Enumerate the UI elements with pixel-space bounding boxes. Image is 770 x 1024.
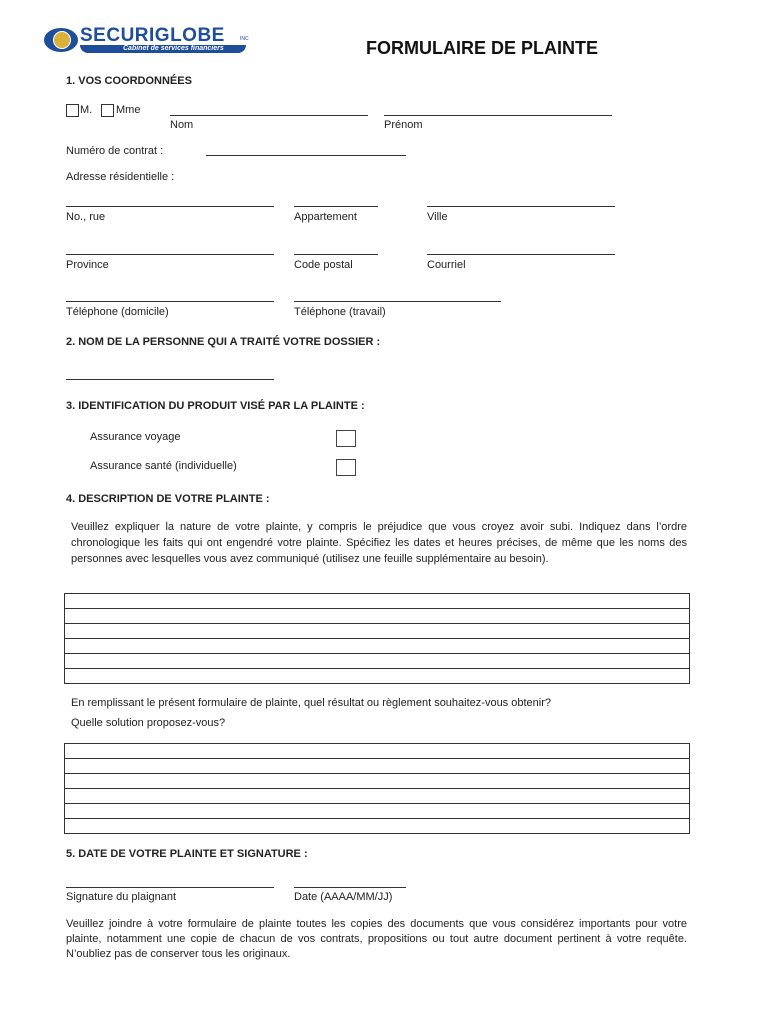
grid-row[interactable] [65, 774, 689, 789]
grid-row[interactable] [65, 654, 689, 669]
question1-text: En remplissant le présent formulaire de plainte, quel résultat ou règlement souhaitez-vous obtenir? [71, 697, 551, 709]
appartement-label: Appartement [294, 211, 357, 223]
globe-icon [53, 31, 71, 49]
agent-name-field[interactable] [66, 379, 274, 380]
prenom-label: Prénom [384, 119, 423, 131]
contract-label: Numéro de contrat : [66, 145, 164, 157]
signature-label: Signature du plaignant [66, 891, 177, 903]
grid-row[interactable] [65, 594, 689, 609]
courriel-label: Courriel [427, 259, 466, 271]
grid-row[interactable] [65, 609, 689, 624]
grid-row[interactable] [65, 804, 689, 819]
nom-field[interactable] [170, 115, 368, 116]
logo-name: SECURIGLOBE [80, 25, 225, 46]
signature-field[interactable] [66, 887, 274, 888]
date-label: Date (AAAA/MM/JJ) [294, 891, 393, 903]
form-title: FORMULAIRE DE PLAINTE [366, 38, 598, 58]
ville-label: Ville [427, 211, 448, 223]
section5-heading: 5. DATE DE VOTRE PLAINTE ET SIGNATURE : [66, 848, 308, 860]
description-grid[interactable] [64, 593, 690, 684]
grid-row[interactable] [65, 624, 689, 639]
province-label: Province [66, 259, 109, 271]
grid-row[interactable] [65, 744, 689, 759]
checkbox-m[interactable] [66, 104, 79, 117]
option-travel-label: Assurance voyage [90, 431, 181, 443]
grid-row[interactable] [65, 789, 689, 804]
code-postal-label: Code postal [294, 259, 353, 271]
grid-row[interactable] [65, 669, 689, 683]
ville-field[interactable] [427, 206, 615, 207]
no-rue-label: No., rue [66, 211, 106, 223]
section1-heading: 1. VOS COORDONNÉES [66, 75, 192, 87]
grid-row[interactable] [65, 819, 689, 833]
logo-tagline: Cabinet de services financiers [123, 45, 224, 52]
no-rue-field[interactable] [66, 206, 274, 207]
logo-suffix: INC [240, 36, 249, 42]
label-mme: Mme [116, 104, 141, 116]
checkbox-travel[interactable] [336, 430, 356, 447]
option-health-label: Assurance santé (individuelle) [90, 460, 237, 472]
checkbox-mme[interactable] [101, 104, 114, 117]
label-m: M. [80, 104, 93, 116]
checkbox-health[interactable] [336, 459, 356, 476]
courriel-field[interactable] [427, 254, 615, 255]
prenom-field[interactable] [384, 115, 612, 116]
section4-heading: 4. DESCRIPTION DE VOTRE PLAINTE : [66, 493, 270, 505]
nom-label: Nom [170, 119, 194, 131]
section2-heading: 2. NOM DE LA PERSONNE QUI A TRAITÉ VOTRE DOSSIER : [66, 336, 381, 348]
section3-heading: 3. IDENTIFICATION DU PRODUIT VISÉ PAR LA PLAINTE : [66, 400, 365, 412]
instructions-text: Veuillez expliquer la nature de votre plainte, y compris le préjudice que vous croyez avoir subi. Indiquez dans l’ordre chronologique les faits qui ont engendré votre plainte. Spécifiez les dates et heures précises, de même que les noms des personnes avec lesquelles vous avez communiqué (utilisez une feuille supplémentaire au besoin). [71, 521, 687, 565]
tel-domicile-field[interactable] [66, 301, 274, 302]
footer-note: Veuillez joindre à votre formulaire de plainte toutes les copies des documents que vous considérez importants pour votre plainte, notamment une copie de chacun de vos contrats, propositions ou tout autre document pertinent à votre requête. N’oubliez pas de conserver tous les originaux. [66, 918, 687, 960]
appartement-field[interactable] [294, 206, 378, 207]
tel-domicile-label: Téléphone (domicile) [66, 306, 169, 318]
grid-row[interactable] [65, 639, 689, 654]
tel-travail-field[interactable] [294, 301, 501, 302]
province-field[interactable] [66, 254, 274, 255]
tel-travail-label: Téléphone (travail) [294, 306, 386, 318]
contract-field[interactable] [206, 155, 406, 156]
address-label: Adresse résidentielle : [66, 171, 175, 183]
date-field[interactable] [294, 887, 406, 888]
grid-row[interactable] [65, 759, 689, 774]
code-postal-field[interactable] [294, 254, 378, 255]
question2-text: Quelle solution proposez-vous? [71, 717, 226, 729]
solution-grid[interactable] [64, 743, 690, 834]
